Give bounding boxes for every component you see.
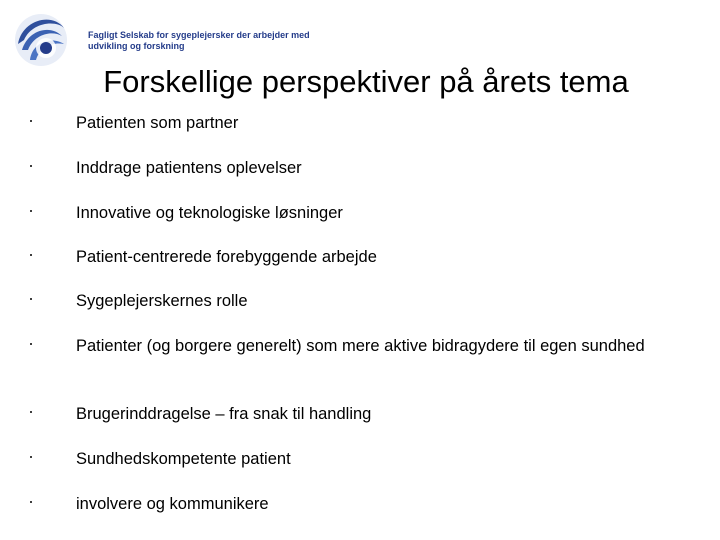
bullet-text: Innovative og teknologiske løsninger <box>76 204 343 222</box>
logo-text-line1: Fagligt Selskab for sygeplejersker der arbejder med <box>88 30 310 40</box>
bullet-dot <box>30 343 32 345</box>
bullet-dot <box>30 501 32 503</box>
bullet-text: Sundhedskompetente patient <box>76 450 291 468</box>
bullet-text: Patienter (og borgere generelt) som mere aktive bidragydere til egen sundhed <box>76 337 645 355</box>
bullet-dot <box>30 120 32 122</box>
logo-text-line2: udvikling og forskning <box>88 41 185 51</box>
bullet-dot <box>30 165 32 167</box>
bullet-dot <box>30 210 32 212</box>
bullet-text: Patienten som partner <box>76 114 239 132</box>
slide-title: Forskellige perspektiver på årets tema <box>103 64 629 99</box>
bullet-dot <box>30 411 32 413</box>
bullet-dot <box>30 254 32 256</box>
bullet-text: Sygeplejerskernes rolle <box>76 292 248 310</box>
bullet-text: Brugerinddragelse – fra snak til handling <box>76 405 372 423</box>
bullet-dot <box>30 456 32 458</box>
bullet-text: Inddrage patientens oplevelser <box>76 159 302 177</box>
bullet-text: involvere og kommunikere <box>76 495 269 513</box>
bullet-text: Patient-centrerede forebyggende arbejde <box>76 248 377 266</box>
bullet-dot <box>30 298 32 300</box>
